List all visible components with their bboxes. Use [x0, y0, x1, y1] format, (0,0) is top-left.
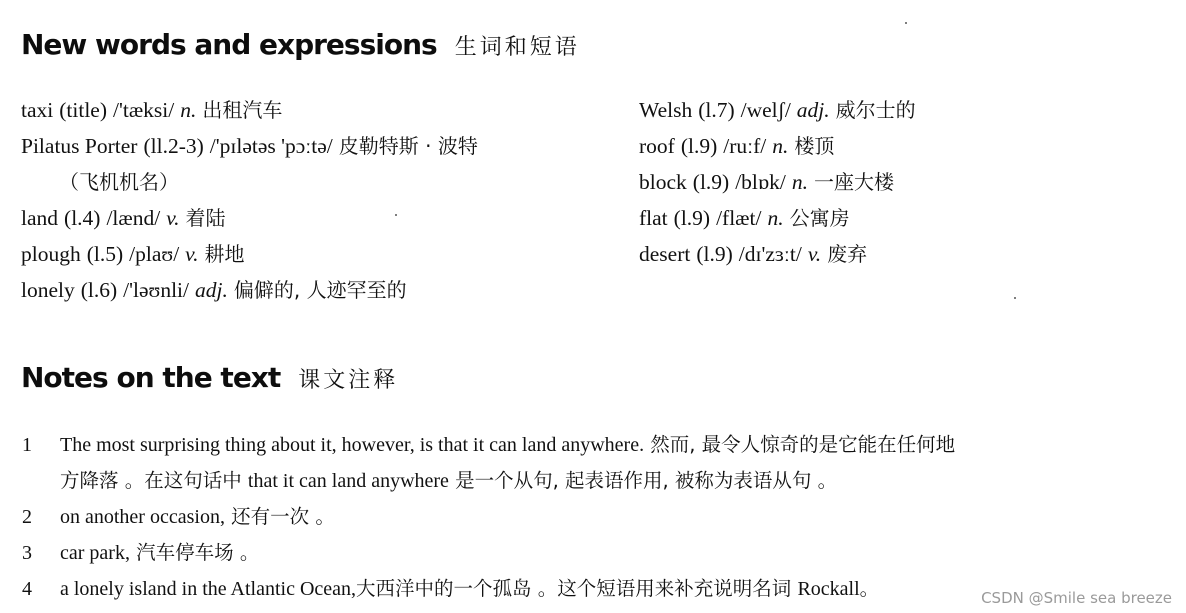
vocab-word: roof [639, 134, 675, 158]
vocab-word: lonely [21, 278, 75, 302]
vocab-meaning: 一座大楼 [814, 170, 894, 194]
vocab-line-ref: (l.4) [64, 206, 101, 230]
vocab-phonetic: /lænd/ [106, 206, 161, 230]
vocab-part-of-speech: n. [791, 170, 808, 194]
vocab-meaning: 耕地 [204, 242, 245, 266]
note-english: The most surprising thing about it, however, is that it can land anywhere. [60, 434, 645, 456]
vocab-entry [639, 128, 916, 164]
note-text [60, 427, 1172, 499]
vocab-entry [21, 164, 478, 200]
vocab-phonetic: /ruːf/ [723, 134, 767, 158]
vocab-phonetic: /'ləʊnli/ [123, 278, 190, 302]
vocab-line-ref: (l.9) [673, 206, 711, 230]
note-chinese: 然而, 最令人惊奇的是它能在任何地 [644, 433, 956, 456]
notes-list [22, 427, 1172, 607]
vocab-list-right [639, 92, 916, 272]
note-english: Rockall [797, 578, 860, 600]
vocab-word: land [21, 206, 59, 230]
vocab-line-ref: (l.9) [696, 242, 733, 266]
note-english: that it can land anywhere [247, 470, 449, 492]
vocab-part-of-speech: n. [180, 98, 197, 122]
vocab-phonetic: /blɒk/ [735, 170, 786, 194]
note-line [60, 499, 1172, 535]
note-chinese: 是一个从句, 起表语作用, 被称为表语从句 。 [448, 469, 838, 492]
vocab-part-of-speech: v. [185, 242, 199, 266]
note-chinese: 汽车停车场 。 [129, 541, 260, 564]
note-line [60, 535, 1172, 571]
vocab-entry [21, 272, 478, 308]
vocab-part-of-speech: n. [767, 206, 784, 230]
vocab-meaning: 威尔士的 [835, 98, 916, 122]
vocab-meaning: 出租汽车 [202, 98, 283, 122]
vocab-phonetic: /welʃ/ [740, 98, 791, 122]
vocab-meaning: 着陆 [185, 206, 226, 230]
note-line [60, 427, 1172, 463]
note-chinese: 还有一次 。 [224, 505, 335, 528]
vocab-line-ref: (l.7) [698, 98, 735, 122]
vocab-word: flat [639, 206, 668, 230]
vocab-line-ref: (l.9) [692, 170, 730, 194]
vocab-phonetic: /'tæksi/ [113, 98, 175, 122]
watermark: CSDN @Smile sea breeze [981, 589, 1172, 607]
note-number: 2 [22, 506, 32, 528]
vocab-part-of-speech: v. [166, 206, 180, 230]
vocab-word: taxi [21, 98, 54, 122]
vocab-heading-en: New words and expressions [21, 28, 437, 61]
note-english: on another occasion, [60, 506, 225, 528]
note-chinese: 。 [859, 577, 880, 600]
vocab-line-ref: (ll.2-3) [143, 134, 204, 158]
scan-speck [395, 214, 397, 216]
vocab-entry [21, 92, 478, 128]
note-english: car park, [60, 542, 130, 564]
vocab-entry [639, 200, 916, 236]
vocab-part-of-speech: adj. [796, 98, 830, 122]
vocab-word: Welsh [639, 98, 693, 122]
note-chinese: 方降落 。在这句话中 [60, 469, 248, 492]
notes-heading [21, 361, 398, 394]
note-english: a lonely island in the Atlantic Ocean, [60, 578, 357, 600]
note-item [22, 427, 1172, 499]
vocab-entry [639, 164, 916, 200]
vocab-part-of-speech: adj. [195, 278, 228, 302]
note-text [60, 535, 1172, 571]
note-item [22, 535, 1172, 571]
vocab-line-ref: (title) [59, 98, 108, 122]
note-item [22, 499, 1172, 535]
vocab-word: Pilatus Porter [21, 134, 138, 158]
vocab-word: desert [639, 242, 691, 266]
vocab-line-ref: (l.9) [680, 134, 718, 158]
vocab-entry [639, 236, 916, 272]
vocab-part-of-speech: n. [772, 134, 789, 158]
vocab-meaning: 楼顶 [794, 134, 835, 158]
vocab-phonetic: /plaʊ/ [129, 242, 180, 266]
vocab-entry [639, 92, 916, 128]
note-number: 4 [22, 578, 32, 600]
note-line [60, 463, 1172, 499]
vocab-meaning: 废弃 [827, 242, 868, 266]
vocab-continuation: （飞机机名） [59, 170, 179, 194]
note-number: 1 [22, 434, 32, 456]
note-chinese: 大西洋中的一个孤岛 。这个短语用来补充说明名词 [356, 577, 798, 600]
vocab-word: plough [21, 242, 81, 266]
note-number: 3 [22, 542, 32, 564]
vocab-meaning: 皮勒特斯 · 波特 [338, 134, 478, 158]
vocab-entry [21, 128, 478, 164]
note-text [60, 499, 1172, 535]
vocab-heading-zh: 生词和短语 [454, 35, 580, 60]
vocab-word: block [639, 170, 687, 194]
vocab-line-ref: (l.6) [80, 278, 118, 302]
vocab-meaning: 公寓房 [789, 206, 850, 230]
vocab-list-left [21, 92, 478, 308]
notes-heading-zh: 课文注释 [298, 368, 399, 393]
vocab-part-of-speech: v. [807, 242, 822, 266]
vocab-phonetic: /flæt/ [716, 206, 762, 230]
scan-speck [1014, 297, 1016, 299]
vocab-heading [21, 28, 580, 61]
notes-heading-en: Notes on the text [21, 361, 281, 394]
vocab-line-ref: (l.5) [86, 242, 124, 266]
vocab-meaning: 偏僻的, 人迹罕至的 [233, 278, 407, 302]
vocab-entry [21, 200, 478, 236]
vocab-entry [21, 236, 478, 272]
scan-speck [905, 22, 907, 24]
vocab-phonetic: /dɪ'zɜːt/ [738, 242, 802, 266]
vocab-phonetic: /'pɪlətəs 'pɔːtə/ [209, 134, 333, 158]
